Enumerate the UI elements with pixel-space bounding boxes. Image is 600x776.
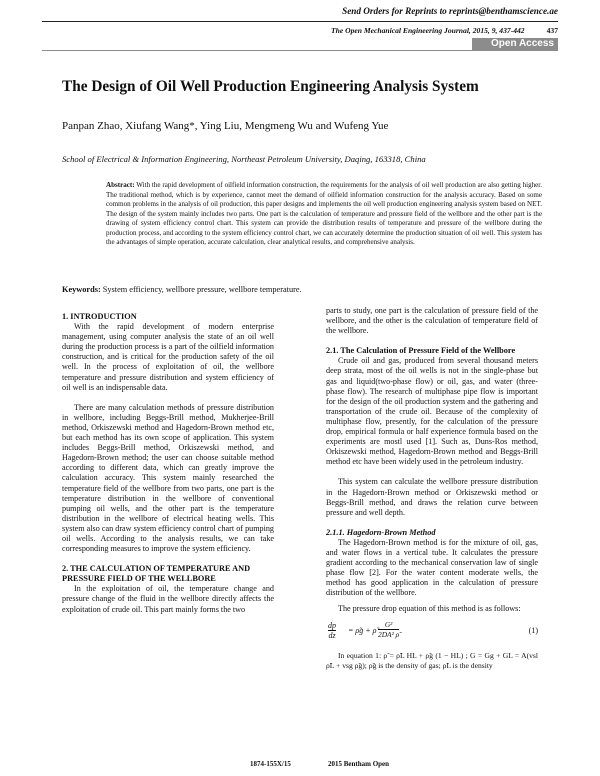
article-title: The Design of Oil Well Production Engineering Analysis System xyxy=(62,78,479,95)
keywords-label: Keywords: xyxy=(62,285,101,294)
equation-number: (1) xyxy=(528,625,538,635)
reprints-notice: Send Orders for Reprints to reprints@benthamscience.ae xyxy=(342,6,558,16)
journal-name: The Open Mechanical Engineering Journal, 2015, 9, 437-442 xyxy=(330,26,525,35)
equation-fraction: $\frac{\text{G²}}{\text{2DA² ρ̃}}$ xyxy=(378,619,400,639)
abstract xyxy=(106,181,542,248)
equation-lhs: dp dz xyxy=(328,620,336,640)
header-rule xyxy=(42,21,558,22)
paragraph: Crude oil and gas, produced from several thousand meters deep strata, most of the oil wells is not in the single-phase but gas and liquid(two-phase flow) or oil, gas, and water (three-phase flow). The research of multiphase pipe flow is important for the design of the oil production system and the gathering and transportation of the crude oil. Because of the complexity of multiphase flow, presently, for the calculation of the pressure drop, empirical formula or half experience formula based on the experiments are mostl used [1]. Such as, Duns-Ros method, Orkiszewski method, Hagedorn-Brown method and Beggs-Brill method etc have been widely used in the petroleum industry. xyxy=(326,356,538,467)
journal-citation xyxy=(331,26,558,35)
open-access-rule xyxy=(42,50,558,51)
keywords-text: System efficiency, wellbore pressure, wellbore temperature. xyxy=(102,285,302,294)
abstract-text: With the rapid development of oilfield information construction, the requirements for the analysis of oil well production are also getting higher. The traditional method, which is by experience, cannot meet the demand of oilfield information construction for the analysis accuracy. Based on some common problems in the analysis of oil production, this paper designs and implements the oil well production engineering analysis system based on NET. The design of the system mainly includes two parts. One part is the calculation of temperature and pressure field of the wellbore and the other part is the drawing of system efficiency control chart. This system can provide the distribution results of temperature and pressure of the wellbore during the production process, and according to the system efficiency control chart, we can accurately determine the production situation of oil well. This system has the advantages of simple operation, accurate calculation, clear analytical results, and comprehensive analysis. xyxy=(106,181,542,247)
section-heading-2: 2. THE CALCULATION OF TEMPERATURE AND PRESSURE FIELD OF THE WELLBORE xyxy=(62,564,251,584)
abstract-label: Abstract: xyxy=(106,181,135,189)
paragraph: With the rapid development of modern enterprise management, using computer analysis the state of an oil well during the production process is a part of the oilfield information construction, and is critical for the production safety of the oil well. In the process of exploitation of oil, the wellbore temperature and pressure distribution and system efficiency of oil well is an indispensable data. xyxy=(62,322,274,392)
page-number: 437 xyxy=(546,26,558,35)
paragraph: parts to study, one part is the calculation of pressure field of the wellbore, and the other is the calculation of temperature field of the wellbore. xyxy=(326,306,538,336)
paragraph: There are many calculation methods of pressure distribution in wellbore, including Beggs-Brill method, Mukherjee-Brill method, Orkiszewski method and Hagedorn-Brown method etc, but each method has its own scope of application. This system includes Beggs-Brill method, Orkiszewski method, and Hagedorn-Brown method; the user can choose suitable method according to different data, which can greatly improve the calculation accuracy. This system mainly researched the temperature field of the wellbore from two parts, one part is the temperature distribution in the wellbore of conventional pumping oil wells, and the other part is the temperature distribution in the wellbore of electrical heating wells. This system also can draw system efficiency control chart of pumping oil wells. According to the analysis results, we can take corresponding measures to improve the system efficiency. xyxy=(62,402,274,554)
right-column xyxy=(326,306,538,671)
paragraph: This system can calculate the wellbore pressure distribution in the Hagedorn-Brown method or Orkiszewski method or Beggs-Brill method, and draws the relation curve between pressure and well depth. xyxy=(326,477,538,517)
equation-1 xyxy=(326,619,538,645)
equation-rhs: = ρ̃g + ρ̃ xyxy=(348,625,377,635)
author-list: Panpan Zhao, Xiufang Wang*, Ying Liu, Mengmeng Wu and Wufeng Yue xyxy=(62,120,389,132)
paragraph: In the exploitation of oil, the temperature change and pressure change of the fluid in the wellbore directly affects the exploitation of crude oil. This part mainly forms the two xyxy=(62,584,274,614)
affiliation: School of Electrical & Information Engineering, Northeast Petroleum University, Daqing, 163318, China xyxy=(62,154,426,164)
paragraph: The pressure drop equation of this method is as follows: xyxy=(338,604,521,614)
publisher-copyright: 2015 Bentham Open xyxy=(328,760,390,768)
subsection-heading-2-1: 2.1. The Calculation of Pressure Field of the Wellbore xyxy=(326,346,516,356)
issn: 1874-155X/15 xyxy=(250,760,291,768)
equation-explanation: In equation 1: ρ̃ = ρ̃L HL + ρ̃g (1 − HL) ; G = Gg + GL = A(vsl ρ̃L + vsg ρ̃g); ρ̃g is the density of gas; ρ̃L is the density xyxy=(326,650,538,670)
section-heading-introduction: 1. INTRODUCTION xyxy=(62,312,137,321)
left-column xyxy=(62,312,274,615)
open-access-badge: Open Access xyxy=(472,38,558,50)
paragraph: The Hagedorn-Brown method is for the mixture of oil, gas, and water flows in a vertical tube. It calculates the pressure gradient according to the mechanical conservation law of single phase flow [2]. For the water content moderate wells, the method has good application in the calculation of pressure distribution of the wellbore. xyxy=(326,537,538,598)
keywords xyxy=(62,285,302,294)
subsubsection-heading-2-1-1: 2.1.1. Hagedorn-Brown Method xyxy=(326,527,436,537)
